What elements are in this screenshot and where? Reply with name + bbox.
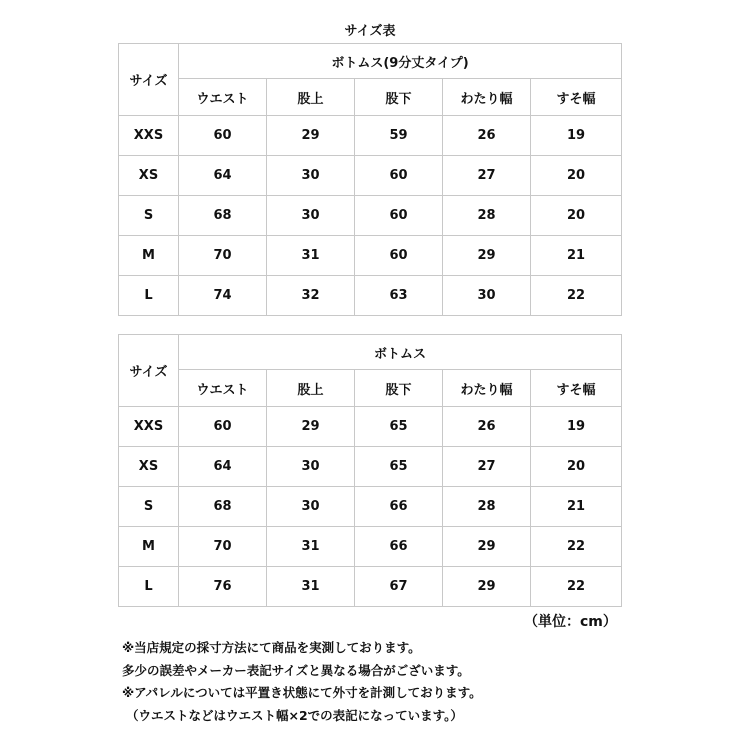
col-header-thigh: わたり幅: [443, 79, 531, 116]
table-row: [119, 116, 622, 156]
cell: 22: [531, 567, 622, 607]
table-row: [119, 276, 622, 316]
cell: 68: [179, 196, 267, 236]
cell: 32: [267, 276, 355, 316]
cell: 26: [443, 116, 531, 156]
col-header-rise: 股上: [267, 370, 355, 407]
size-header: サイズ: [119, 44, 179, 116]
page-title: サイズ表: [344, 24, 396, 39]
cell: 29: [443, 567, 531, 607]
cell: 29: [443, 527, 531, 567]
note-line: 多少の誤差やメーカー表記サイズと異なる場合がございます。: [122, 662, 470, 678]
notes: [122, 637, 482, 727]
size-table-full-length: [118, 334, 622, 607]
cell: 20: [531, 196, 622, 236]
cell: 29: [443, 236, 531, 276]
cell: 74: [179, 276, 267, 316]
cell: 30: [267, 487, 355, 527]
cell: 66: [355, 527, 443, 567]
size-table-cropped: [118, 43, 622, 316]
cell: 22: [531, 527, 622, 567]
size-label: XS: [119, 156, 179, 196]
cell: 60: [355, 196, 443, 236]
cell: 30: [267, 447, 355, 487]
cell: 20: [531, 447, 622, 487]
table-row: [119, 156, 622, 196]
cell: 68: [179, 487, 267, 527]
note-line: ※当店規定の採寸方法にて商品を実測しております。: [122, 640, 421, 655]
cell: 19: [531, 407, 622, 447]
cell: 31: [267, 567, 355, 607]
col-header-hem: すそ幅: [531, 79, 622, 116]
cell: 60: [355, 156, 443, 196]
table-row: [119, 487, 622, 527]
note-line: ※アパレルについては平置き状態にて外寸を計測しております。: [122, 685, 482, 700]
cell: 21: [531, 487, 622, 527]
group-header: ボトムス: [179, 335, 622, 370]
table-row: [119, 196, 622, 236]
cell: 70: [179, 527, 267, 567]
cell: 20: [531, 156, 622, 196]
cell: 28: [443, 487, 531, 527]
size-label: S: [119, 487, 179, 527]
unit-label: （単位：cm）: [524, 614, 617, 630]
cell: 31: [267, 527, 355, 567]
cell: 66: [355, 487, 443, 527]
cell: 63: [355, 276, 443, 316]
cell: 60: [179, 407, 267, 447]
cell: 59: [355, 116, 443, 156]
size-label: L: [119, 567, 179, 607]
group-header: ボトムス(9分丈タイプ): [179, 44, 622, 79]
size-label: M: [119, 527, 179, 567]
cell: 76: [179, 567, 267, 607]
cell: 29: [267, 116, 355, 156]
cell: 28: [443, 196, 531, 236]
cell: 26: [443, 407, 531, 447]
table-row: [119, 527, 622, 567]
col-header-waist: ウエスト: [179, 370, 267, 407]
cell: 19: [531, 116, 622, 156]
cell: 60: [179, 116, 267, 156]
cell: 30: [267, 196, 355, 236]
col-header-thigh: わたり幅: [443, 370, 531, 407]
col-header-rise: 股上: [267, 79, 355, 116]
size-label: M: [119, 236, 179, 276]
col-header-hem: すそ幅: [531, 370, 622, 407]
note-line: （ウエストなどはウエスト幅×2での表記になっています。）: [126, 707, 463, 723]
table-row: [119, 236, 622, 276]
cell: 30: [267, 156, 355, 196]
size-header: サイズ: [119, 335, 179, 407]
size-label: XXS: [119, 116, 179, 156]
cell: 30: [443, 276, 531, 316]
col-header-waist: ウエスト: [179, 79, 267, 116]
col-header-inseam: 股下: [355, 79, 443, 116]
size-label: L: [119, 276, 179, 316]
cell: 60: [355, 236, 443, 276]
size-label: XS: [119, 447, 179, 487]
cell: 67: [355, 567, 443, 607]
cell: 65: [355, 407, 443, 447]
cell: 65: [355, 447, 443, 487]
cell: 70: [179, 236, 267, 276]
table-row: [119, 447, 622, 487]
table-row: [119, 567, 622, 607]
cell: 31: [267, 236, 355, 276]
table-row: [119, 407, 622, 447]
cell: 64: [179, 156, 267, 196]
cell: 27: [443, 447, 531, 487]
col-header-inseam: 股下: [355, 370, 443, 407]
cell: 27: [443, 156, 531, 196]
cell: 21: [531, 236, 622, 276]
size-label: S: [119, 196, 179, 236]
cell: 22: [531, 276, 622, 316]
size-label: XXS: [119, 407, 179, 447]
cell: 64: [179, 447, 267, 487]
cell: 29: [267, 407, 355, 447]
